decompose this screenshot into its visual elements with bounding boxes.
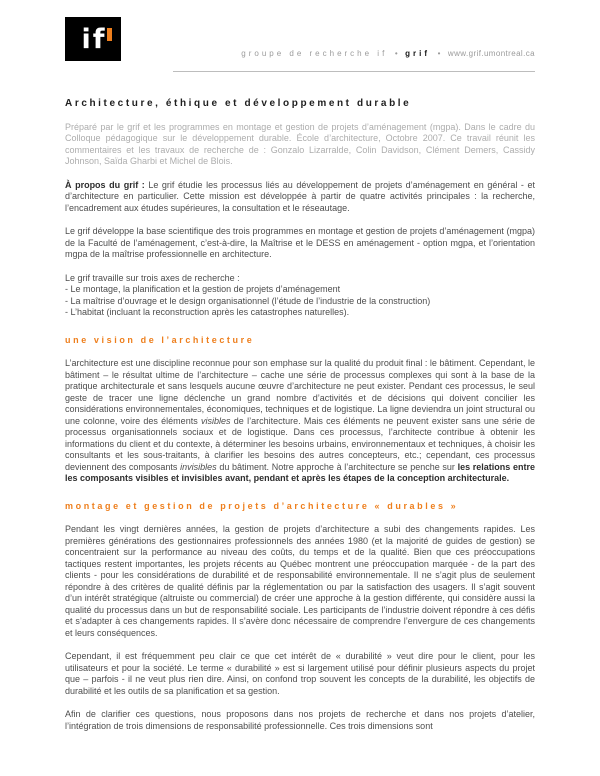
axes-item: - Le montage, la planification et la gestion de projets d’aménagement [65,284,341,294]
text-run: L’architecture est une discipline reconnue pour son emphase sur la qualité du produit final : le bâtiment. Cependant, le bâtiment – le résultat ultime de l’architecture – cache une série de processus complexes qui sont à la base de la pratique architecturale et sans lesquels aucune œuvre d’architecture ne peut exister. Pendant ces processus, le seul geste de tracer une ligne déclenche un grand nombre d’activités et de décisions qui doivent concilier les considérations environnementales, économiques, techniques et de logistique. La ligne deviendra un joint structural ou une colonne, voire des éléments [65,358,535,426]
text-run: du bâtiment. Notre approche à l’architecture se penche sur [216,461,458,472]
paragraph-programmes: Le grif développe la base scientifique des trois programmes en montage et gestion de projets d’aménagement (mgpa) de la Faculté de l’aménagement, c’est-à-dire, la Maîtrise et le DESS en aménagement - option mgpa, et l’orientation mgpa de la maîtrise professionnelle en architecture. [65,226,535,259]
text-run: invisibles [180,461,217,472]
text-run: visibles [200,415,231,426]
paragraph-durables-3: Afin de clarifier ces questions, nous proposons dans nos projets de recherche et dans nos projets d’atelier, l’intégration de trois dimensions de responsabilité professionnelle. Ces trois dimensions sont [65,709,535,731]
axes-item: - La maîtrise d’ouvrage et le design organisationnel (l’étude de l’industrie de la construction) [65,295,431,306]
text-run: À propos du grif : [65,179,149,190]
paragraph-apropos [65,180,535,215]
text-run: Le grif étudie les processus liés au développement de projets d’aménagement en général - et d’architecture en particulier. Cette mission est développée à partir de quatre activités principales : la recherche, l’encadrement aux études supérieures, la consultation et le réseautage. [65,179,535,213]
paragraph-durables-2: Cependant, il est fréquemment peu clair ce que cet intérêt de « durabilité » veut dire pour le client, pour les utilisateurs et pour la société. Le terme « durabilité » est si largement utilisé pour définir plusieurs aspects du projet que – parfois - il ne veut plus rien dire. Ainsi, on confond trop souvent les concepts de la durabilité, les objectifs de durabilité et les outils de sa planification et sa gestion. [65,651,535,696]
section-heading-durables: montage et gestion de projets d’architecture « durables » [65,500,459,511]
text-run: de l’architecture. Mais ces éléments ne peuvent exister sans une série de processus organisationnels sociaux et de logistique. Dans ces processus, l’architecte contribue à obtenir les informations du client et du contexte, à déterminer les besoins urbains, environnementaux et techniques, à choisir les consultants et les sous-traitants, à clarifier les besoins des autres concepteurs, etc.; cependant, ces processus deviennent des composants [65,415,535,472]
page-title: Architecture, éthique et développement durable [65,98,412,109]
header-divider [173,71,535,72]
page-header [65,17,535,61]
axes-intro: Le grif travaille sur trois axes de recherche : [65,272,240,283]
header-tagline [241,48,535,62]
axes-item: - L’habitat (incluant la reconstruction après les catastrophes naturelles). [65,307,350,317]
grif-logo [65,17,121,61]
paragraph-vision [65,358,535,485]
tagline-group-label: groupe de recherche if [241,48,388,58]
text-run: les relations entre les composants visibles et invisibles avant, pendant et après les étapes de la conception architecturale. [65,461,535,483]
tagline-brand-label: grif [405,48,431,58]
logo-orange-accent [107,28,112,41]
tagline-bullet: • [394,48,398,58]
intro-paragraph: Préparé par le grif et les programmes en montage et gestion de projets d’aménagement (mgpa). Dans le cadre du Colloque pédagogique sur le développement durable. École d’architecture, Octobre 2007. Ce travail réunit les commentaires et les travaux de recherche de : Gonzalo Lizarralde, Colin Davidson, Clément Demers, Cassidy Johnson, Saïda Gharbi et Michel de Blois. [65,121,535,166]
logo-letter-f: f [92,23,105,55]
paragraph-durables-1: Pendant les vingt dernières années, la gestion de projets d’architecture a subi des changements rapides. Les premières générations des gestionnaires professionnels des années 1980 (et la majorité de guides de gestion) se concentraient sur la performance au niveau des coûts, du temps et de la qualité. Bien que ces préoccupations tactiques restent importantes, les projets récents au Québec montrent une préoccupation marquée - de la part des clients - pour les considérations de durabilité et de responsabilité environnementale. Il ne s’agit plus de seulement répondre à des critères de qualité définis par la réglementation ou par la satisfaction des usagers. Il s’agit souvent d’un intérêt stratégique (altruiste ou commercial) de créer une approche à la gestion différente, qui considère aussi la qualité du processus dans un but de responsabilité sociale. Les participants de l’industrie doivent répondre à ces défis et s’adapter à ces changements rapides. Il s’avère donc nécessaire de comprendre l’envergure de ces changements et leurs conséquences. [65,524,535,638]
axes-block [65,273,535,319]
grif-url-link[interactable]: www.grif.umontreal.ca [447,48,535,58]
tagline-bullet: • [437,48,441,58]
logo-letter-i: i [81,23,91,55]
section-heading-vision: une vision de l’architecture [65,334,255,345]
